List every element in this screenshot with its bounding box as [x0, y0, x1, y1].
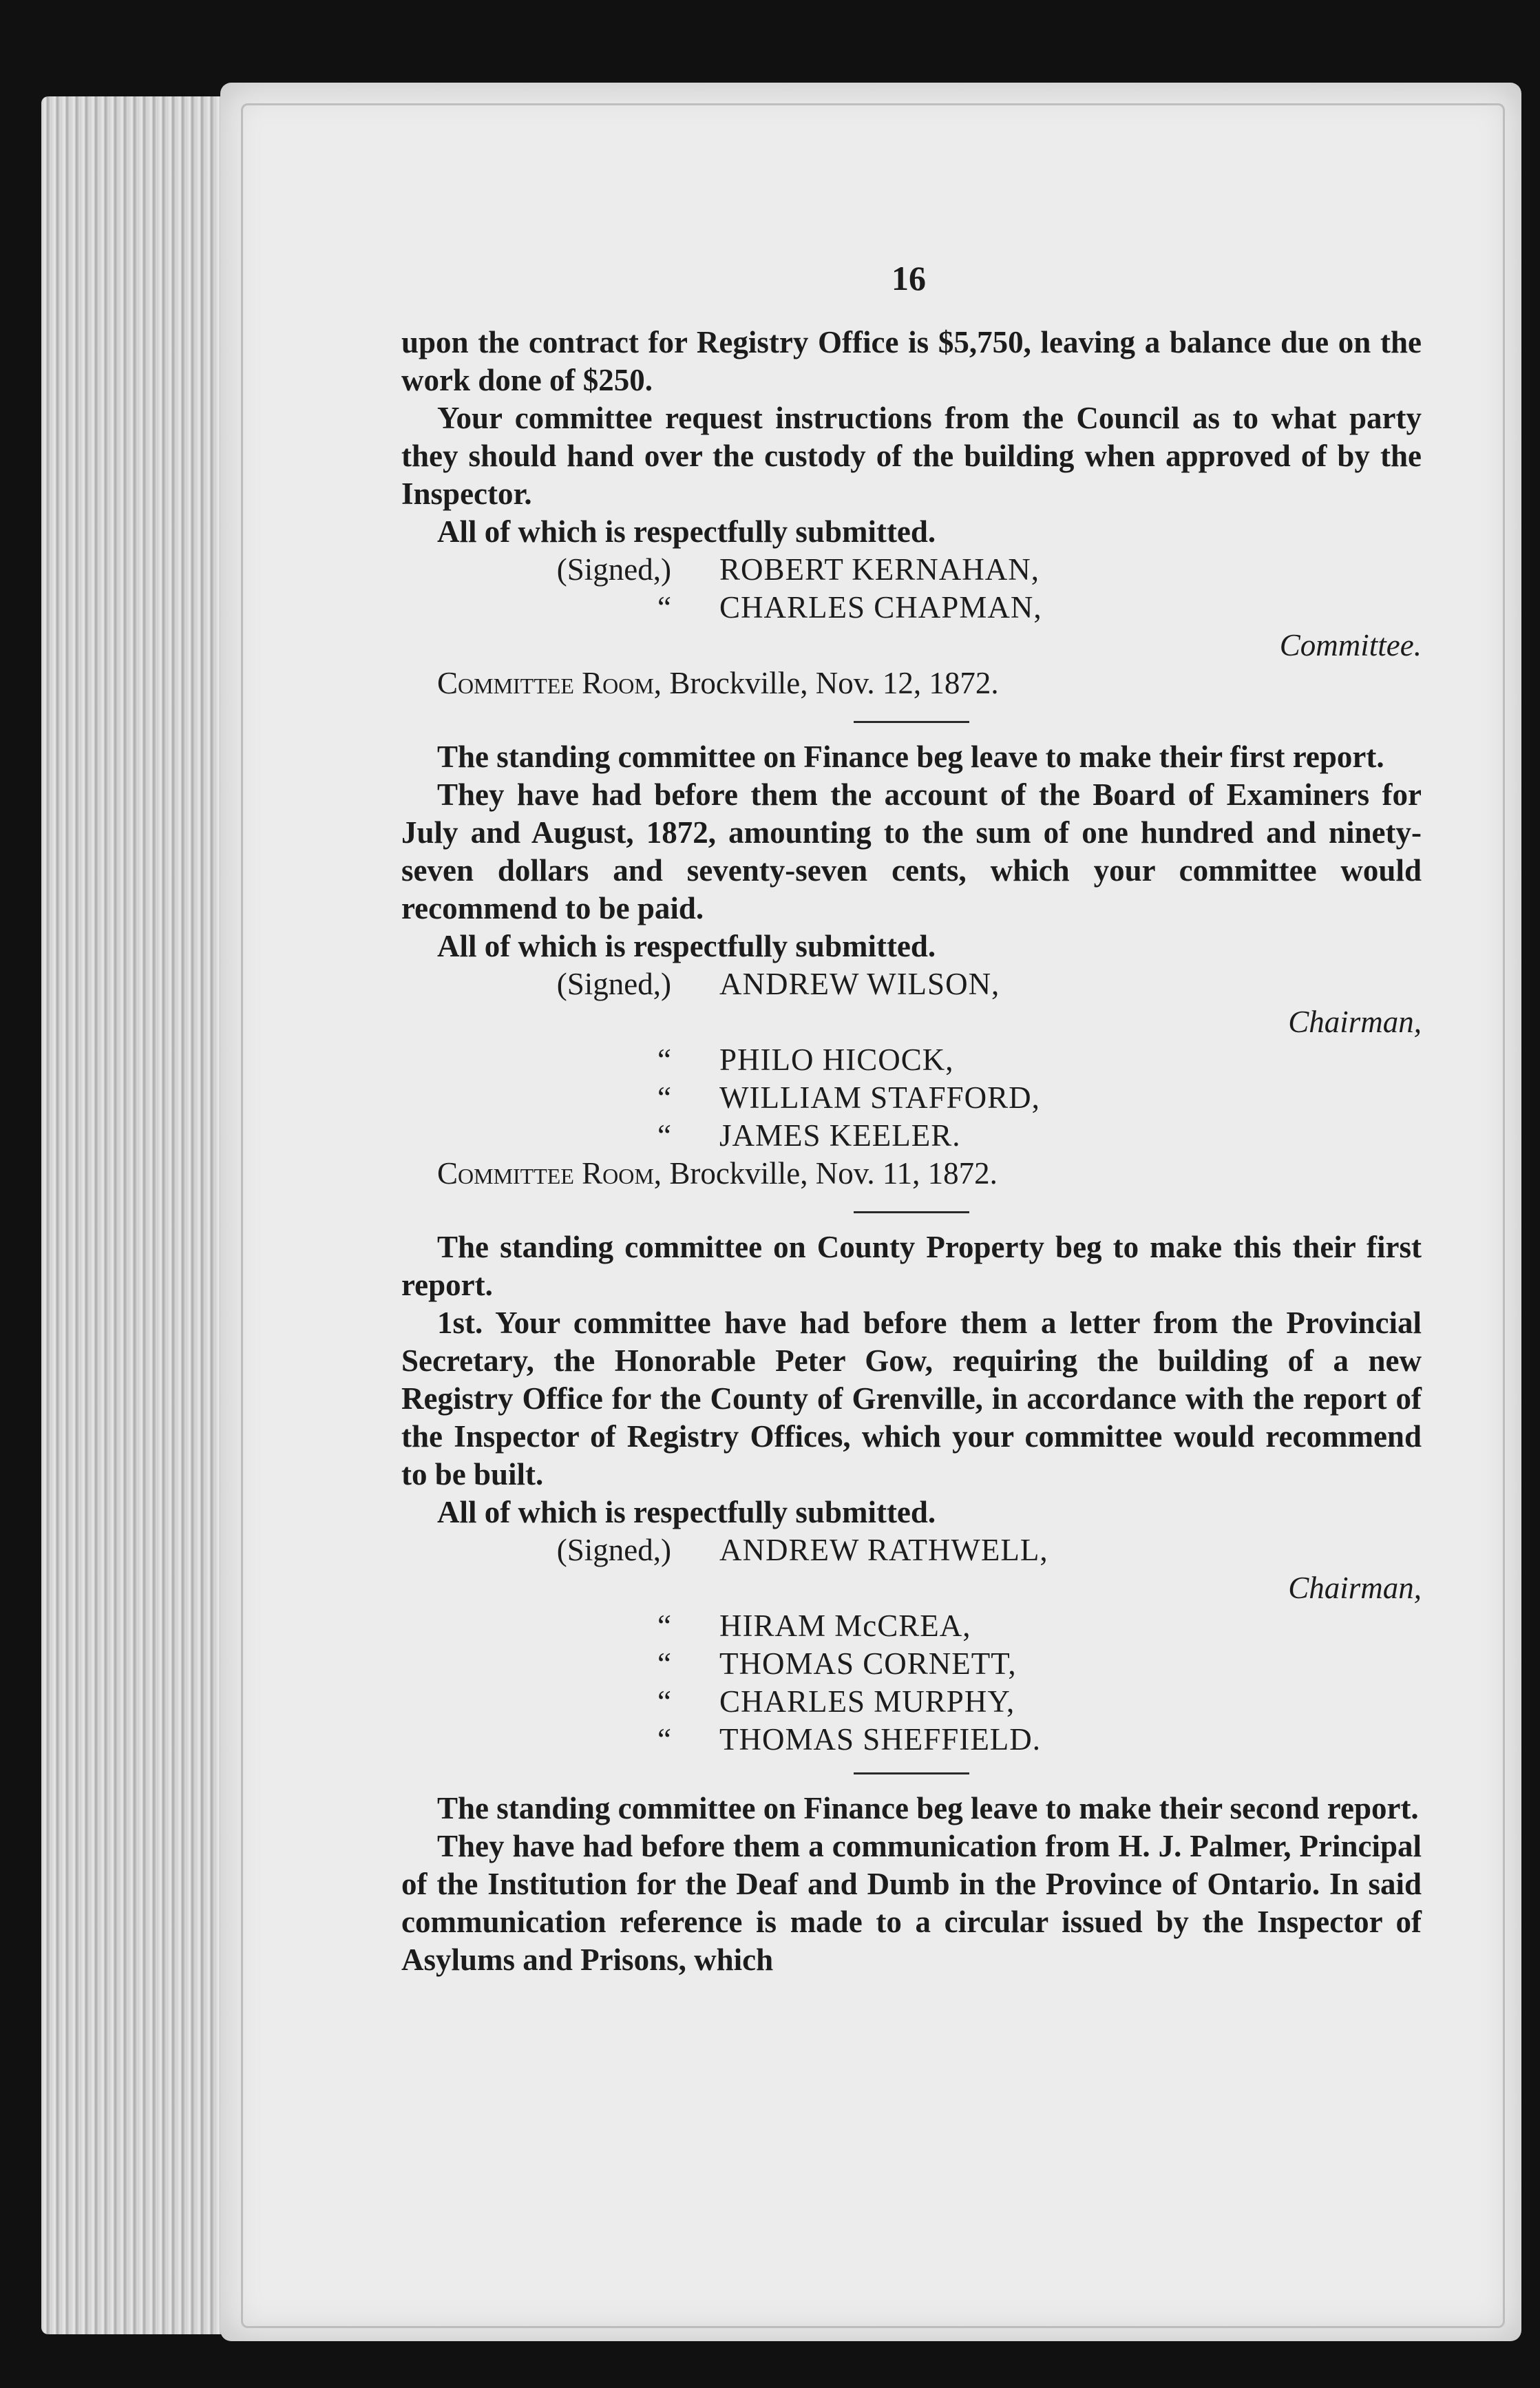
ditto-mark: “: [657, 590, 671, 625]
ditto-mark: “: [657, 1722, 671, 1757]
signatory-name: ANDREW RATHWELL,: [719, 1533, 1048, 1567]
ditto-mark: “: [657, 1609, 671, 1643]
signature-line: [401, 589, 1422, 627]
signatory-role: Chairman,: [1288, 1005, 1422, 1039]
signed-label: (Signed,): [556, 552, 671, 587]
signature-line: [401, 1683, 1422, 1721]
signature-line: [401, 1079, 1422, 1117]
page-number: 16: [892, 259, 926, 297]
room-place-date: Brockville, Nov. 11, 1872.: [669, 1156, 998, 1191]
signatory-name: HIRAM McCREA,: [719, 1609, 971, 1643]
committee-room-line: [401, 664, 1422, 707]
ditto-mark: “: [657, 1684, 671, 1719]
paragraph: They have had before them a communication from H. J. Palmer, Principal of the Institution for the Deaf and Dumb in the Province of Ontario. In said communication reference is made to a circular issued by the Inspector of Asylums and Prisons, which: [401, 1829, 1422, 1977]
committee-room-line: [401, 1155, 1422, 1197]
paragraph: The standing committee on County Property beg to make this their first report.: [401, 1230, 1422, 1302]
signature-line: [401, 551, 1422, 589]
signature-line: [401, 1721, 1422, 1759]
signatory-name: ROBERT KERNAHAN,: [719, 552, 1040, 587]
signatory-name: CHARLES MURPHY,: [719, 1684, 1015, 1719]
ditto-mark: “: [657, 1043, 671, 1077]
signatory-name: THOMAS CORNETT,: [719, 1646, 1017, 1681]
signature-line: [401, 1041, 1422, 1079]
paragraph: All of which is respectfully submitted.: [437, 1495, 936, 1529]
paragraph: 1st. Your committee have had before them a letter from the Provincial Secretary, the Honorable Peter Gow, requiring the building of a new Registry Office for the County of Grenville, in accordance with the report of the Inspector of Registry Offices, which your committee would recommend to be built.: [401, 1306, 1422, 1491]
section-divider: [854, 721, 969, 723]
ditto-mark: “: [657, 1646, 671, 1681]
paragraph: Your committee request instructions from the Council as to what party they should hand over the custody of the building when approved of by the Inspector.: [401, 401, 1422, 511]
paragraph: The standing committee on Finance beg leave to make their first report.: [437, 740, 1384, 774]
signatory-name: PHILO HICOCK,: [719, 1043, 954, 1077]
signature-line: [401, 1645, 1422, 1683]
signatory-name: THOMAS SHEFFIELD.: [719, 1722, 1042, 1757]
paragraph: upon the contract for Registry Office is $5,750, leaving a balance due on the work done of $250.: [401, 325, 1422, 397]
room-label: Committee Room,: [437, 1156, 662, 1191]
signatory-role: Chairman,: [1288, 1571, 1422, 1605]
section-divider: [854, 1211, 969, 1213]
ditto-mark: “: [657, 1080, 671, 1115]
signatory-name: CHARLES CHAPMAN,: [719, 590, 1042, 625]
paragraph: They have had before them the account of the Board of Examiners for July and August, 1872, amounting to the sum of one hundred and ninety-seven dollars and seventy-seven cents, which your committee would recommend to be paid.: [401, 777, 1422, 925]
page-text: [401, 324, 1422, 1979]
paragraph: The standing committee on Finance beg leave to make their second report.: [437, 1791, 1419, 1825]
signatory-role: Committee.: [1279, 628, 1422, 662]
signatory-name: JAMES KEELER.: [719, 1118, 961, 1153]
ditto-mark: “: [657, 1118, 671, 1153]
room-place-date: Brockville, Nov. 12, 1872.: [669, 666, 999, 700]
signatory-name: ANDREW WILSON,: [719, 967, 1000, 1001]
paragraph: All of which is respectfully submitted.: [437, 514, 936, 549]
section-divider: [854, 1772, 969, 1774]
paragraph: All of which is respectfully submitted.: [437, 929, 936, 963]
signed-label: (Signed,): [556, 1533, 671, 1567]
signature-line: [401, 1117, 1422, 1155]
signature-line: [401, 1531, 1422, 1569]
signed-label: (Signed,): [556, 967, 671, 1001]
signature-line: [401, 965, 1422, 1003]
signature-line: [401, 1607, 1422, 1645]
signatory-name: WILLIAM STAFFORD,: [719, 1080, 1040, 1115]
room-label: Committee Room,: [437, 666, 662, 700]
